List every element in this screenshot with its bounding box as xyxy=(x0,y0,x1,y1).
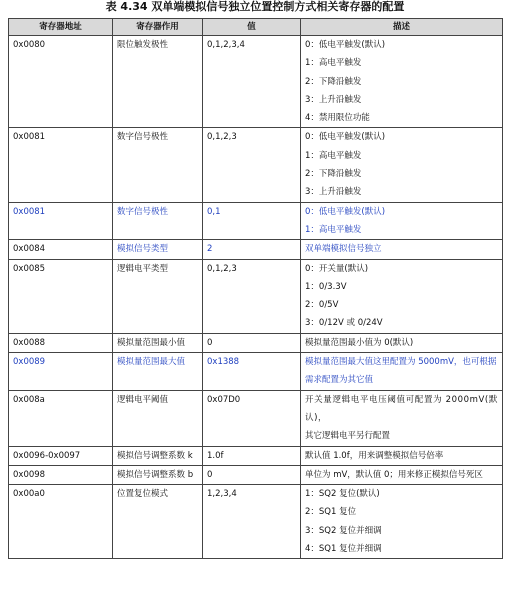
register-address: 0x0081 xyxy=(9,202,113,240)
register-function: 数字信号极性 xyxy=(113,128,203,202)
header-description: 描述 xyxy=(301,19,503,36)
register-description xyxy=(301,259,503,333)
header-function: 寄存器作用 xyxy=(113,19,203,36)
register-function: 逻辑电平类型 xyxy=(113,259,203,333)
description-line: 双单端模拟信号独立 xyxy=(305,244,382,255)
description-line: 2：下降沿触发 xyxy=(305,169,362,180)
table-row-highlighted xyxy=(9,240,503,259)
description-line: 1：高电平触发 xyxy=(305,150,362,161)
register-description xyxy=(301,485,503,559)
table-caption: 表 4.34 双单端模拟信号独立位置控制方式相关寄存器的配置 xyxy=(105,0,405,13)
table-row-highlighted xyxy=(9,353,503,391)
register-value: 0,1,2,3 xyxy=(203,128,301,202)
description-line: 0：低电平触发(默认) xyxy=(305,206,386,217)
register-description xyxy=(301,36,503,128)
register-description xyxy=(301,333,503,352)
register-address: 0x0098 xyxy=(9,465,113,484)
register-value: 0,1,2,3,4 xyxy=(203,36,301,128)
table-row xyxy=(9,465,503,484)
register-value: 1,2,3,4 xyxy=(203,485,301,559)
register-value: 0x1388 xyxy=(203,353,301,391)
description-line: 1：SQ2 复位(默认) xyxy=(305,489,380,500)
description-line: 模拟量范围最小值为 0(默认) xyxy=(305,337,414,348)
register-address: 0x0096-0x0097 xyxy=(9,446,113,465)
register-value: 0 xyxy=(203,465,301,484)
register-address: 0x008a xyxy=(9,390,113,446)
register-value: 0,1,2,3 xyxy=(203,259,301,333)
register-address: 0x0088 xyxy=(9,333,113,352)
register-function: 模拟量范围最小值 xyxy=(113,333,203,352)
register-table xyxy=(8,18,503,559)
table-row xyxy=(9,390,503,446)
register-description: 模拟量范围最大值这里配置为 5000mV，也可根据需求配置为其它值 xyxy=(301,353,503,391)
register-function: 数字信号极性 xyxy=(113,202,203,240)
description-line: 2：0/5V xyxy=(305,300,339,311)
description-line: 3：上升沿触发 xyxy=(305,187,362,198)
register-value: 0x07D0 xyxy=(203,390,301,446)
table-row xyxy=(9,259,503,333)
description-line: 0：低电平触发(默认) xyxy=(305,40,386,50)
register-function: 限位触发极性 xyxy=(113,36,203,128)
table-row-highlighted xyxy=(9,202,503,240)
register-value: 0 xyxy=(203,333,301,352)
description-line: 开关量逻辑电平电压阈值可配置为 2000mV(默认)， xyxy=(305,394,498,423)
register-function: 模拟信号类型 xyxy=(113,240,203,259)
description-line: 2：下降沿触发 xyxy=(305,76,362,87)
table-row xyxy=(9,333,503,352)
table-row xyxy=(9,485,503,559)
header-address: 寄存器地址 xyxy=(9,19,113,36)
register-value: 2 xyxy=(203,240,301,259)
register-address: 0x0085 xyxy=(9,259,113,333)
register-function: 模拟信号调整系数 b xyxy=(113,465,203,484)
description-line: 1：0/3.3V xyxy=(305,281,347,292)
description-line: 0：低电平触发(默认) xyxy=(305,132,386,143)
register-value: 1.0f xyxy=(203,446,301,465)
description-line: 3：上升沿触发 xyxy=(305,94,362,105)
register-description xyxy=(301,390,503,446)
description-line: 4：禁用限位功能 xyxy=(305,113,370,124)
register-description xyxy=(301,202,503,240)
table-row xyxy=(9,36,503,128)
description-line: 1：高电平触发 xyxy=(305,58,362,69)
register-function: 逻辑电平阈值 xyxy=(113,390,203,446)
table-row xyxy=(9,128,503,202)
register-description: 单位为 mV，默认值 0；用来修正模拟信号死区 xyxy=(301,465,503,484)
description-line: 其它逻辑电平另行配置 xyxy=(305,431,391,442)
description-line: 4：SQ1 复位并细调 xyxy=(305,544,382,555)
register-description xyxy=(301,240,503,259)
header-value: 值 xyxy=(203,19,301,36)
table-header-row xyxy=(9,19,503,36)
register-address: 0x00a0 xyxy=(9,485,113,559)
register-address: 0x0089 xyxy=(9,353,113,391)
description-line: 3：SQ2 复位并细调 xyxy=(305,525,382,536)
register-description xyxy=(301,128,503,202)
register-address: 0x0084 xyxy=(9,240,113,259)
register-address: 0x0081 xyxy=(9,128,113,202)
register-function: 位置复位模式 xyxy=(113,485,203,559)
description-line: 3：0/12V 或 0/24V xyxy=(305,318,383,329)
register-address: 0x0080 xyxy=(9,36,113,128)
description-line: 1：高电平触发 xyxy=(305,224,362,235)
register-function: 模拟量范围最大值 xyxy=(113,353,203,391)
register-description: 默认值 1.0f，用来调整模拟信号倍率 xyxy=(301,446,503,465)
register-value: 0,1 xyxy=(203,202,301,240)
description-line: 0：开关量(默认) xyxy=(305,263,369,274)
table-row xyxy=(9,446,503,465)
description-line: 2：SQ1 复位 xyxy=(305,507,357,518)
register-function: 模拟信号调整系数 k xyxy=(113,446,203,465)
